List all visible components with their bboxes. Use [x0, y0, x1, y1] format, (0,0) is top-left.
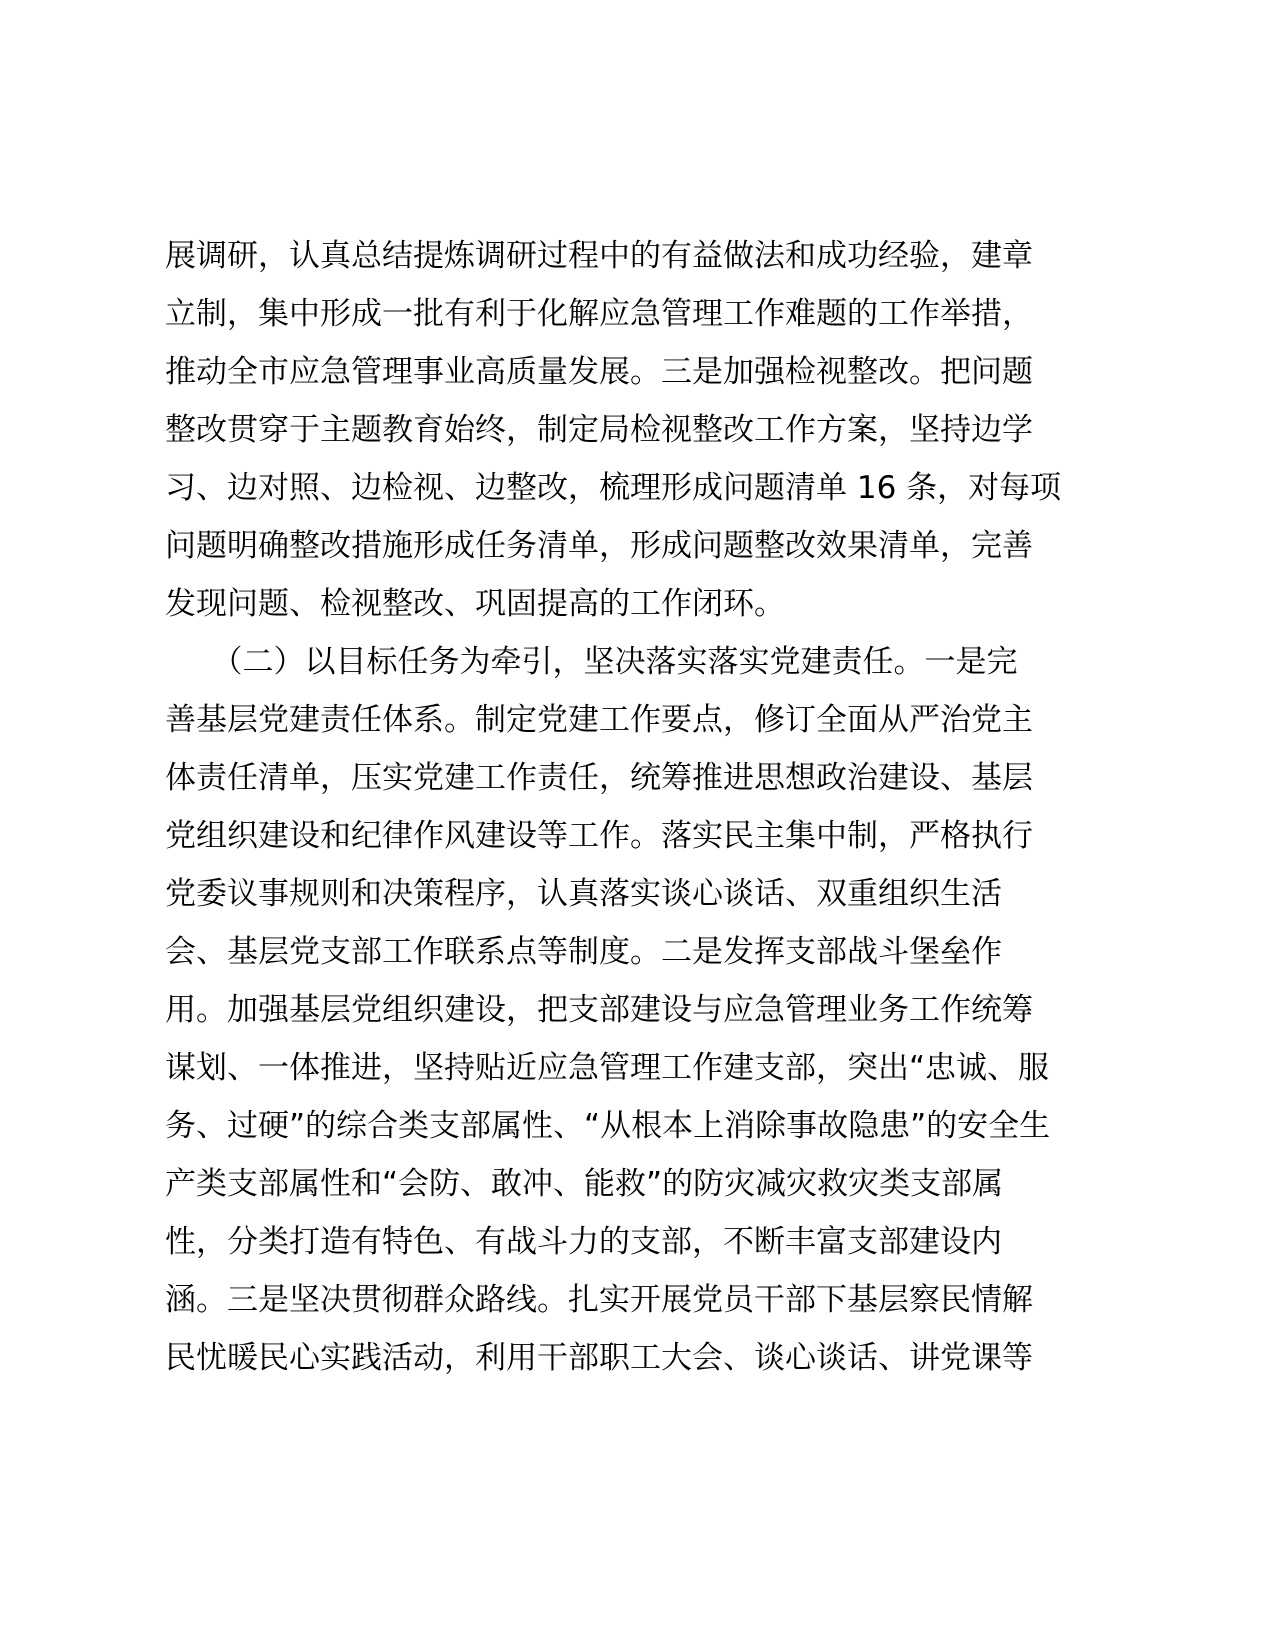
text-line: 民忧暖民心实践活动，利用干部职工大会、谈心谈话、讲党课等 — [165, 1340, 1033, 1376]
text-line: 善基层党建责任体系。制定党建工作要点，修订全面从严治党主 — [165, 702, 1033, 738]
body-text — [165, 227, 1125, 1387]
text-line: 务、过硬”的综合类支部属性、“从根本上消除事故隐患”的安全生 — [165, 1108, 1051, 1144]
text-line: 习、边对照、边检视、边整改，梳理形成问题清单 16 条，对每项 — [165, 470, 1062, 506]
text-line: 立制，集中形成一批有利于化解应急管理工作难题的工作举措， — [165, 296, 1033, 332]
text-line: 问题明确整改措施形成任务清单，形成问题整改效果清单，完善 — [165, 528, 1033, 564]
text-line: 发现问题、检视整改、巩固提高的工作闭环。 — [165, 586, 785, 622]
text-line: 体责任清单，压实党建工作责任，统筹推进思想政治建设、基层 — [165, 760, 1033, 796]
text-line: 用。加强基层党组织建设，把支部建设与应急管理业务工作统筹 — [165, 992, 1033, 1028]
text-line: 谋划、一体推进，坚持贴近应急管理工作建支部，突出“忠诚、服 — [165, 1050, 1050, 1086]
text-line: 党组织建设和纪律作风建设等工作。落实民主集中制，严格执行 — [165, 818, 1033, 854]
text-line: 整改贯穿于主题教育始终，制定局检视整改工作方案，坚持边学 — [165, 412, 1033, 448]
text-line: 产类支部属性和“会防、敢冲、能救”的防灾减灾救灾类支部属 — [165, 1166, 1004, 1202]
text-line: 党委议事规则和决策程序，认真落实谈心谈话、双重组织生活 — [165, 876, 1002, 912]
section-heading-line: （二）以目标任务为牵引，坚决落实落实党建责任。一是完 — [165, 644, 1018, 680]
text-line: 性，分类打造有特色、有战斗力的支部，不断丰富支部建设内 — [165, 1224, 1002, 1260]
text-line: 推动全市应急管理事业高质量发展。三是加强检视整改。把问题 — [165, 354, 1033, 390]
text-line: 涵。三是坚决贯彻群众路线。扎实开展党员干部下基层察民情解 — [165, 1282, 1033, 1318]
text-line: 会、基层党支部工作联系点等制度。二是发挥支部战斗堡垒作 — [165, 934, 1002, 970]
text-line: 展调研，认真总结提炼调研过程中的有益做法和成功经验，建章 — [165, 238, 1033, 274]
